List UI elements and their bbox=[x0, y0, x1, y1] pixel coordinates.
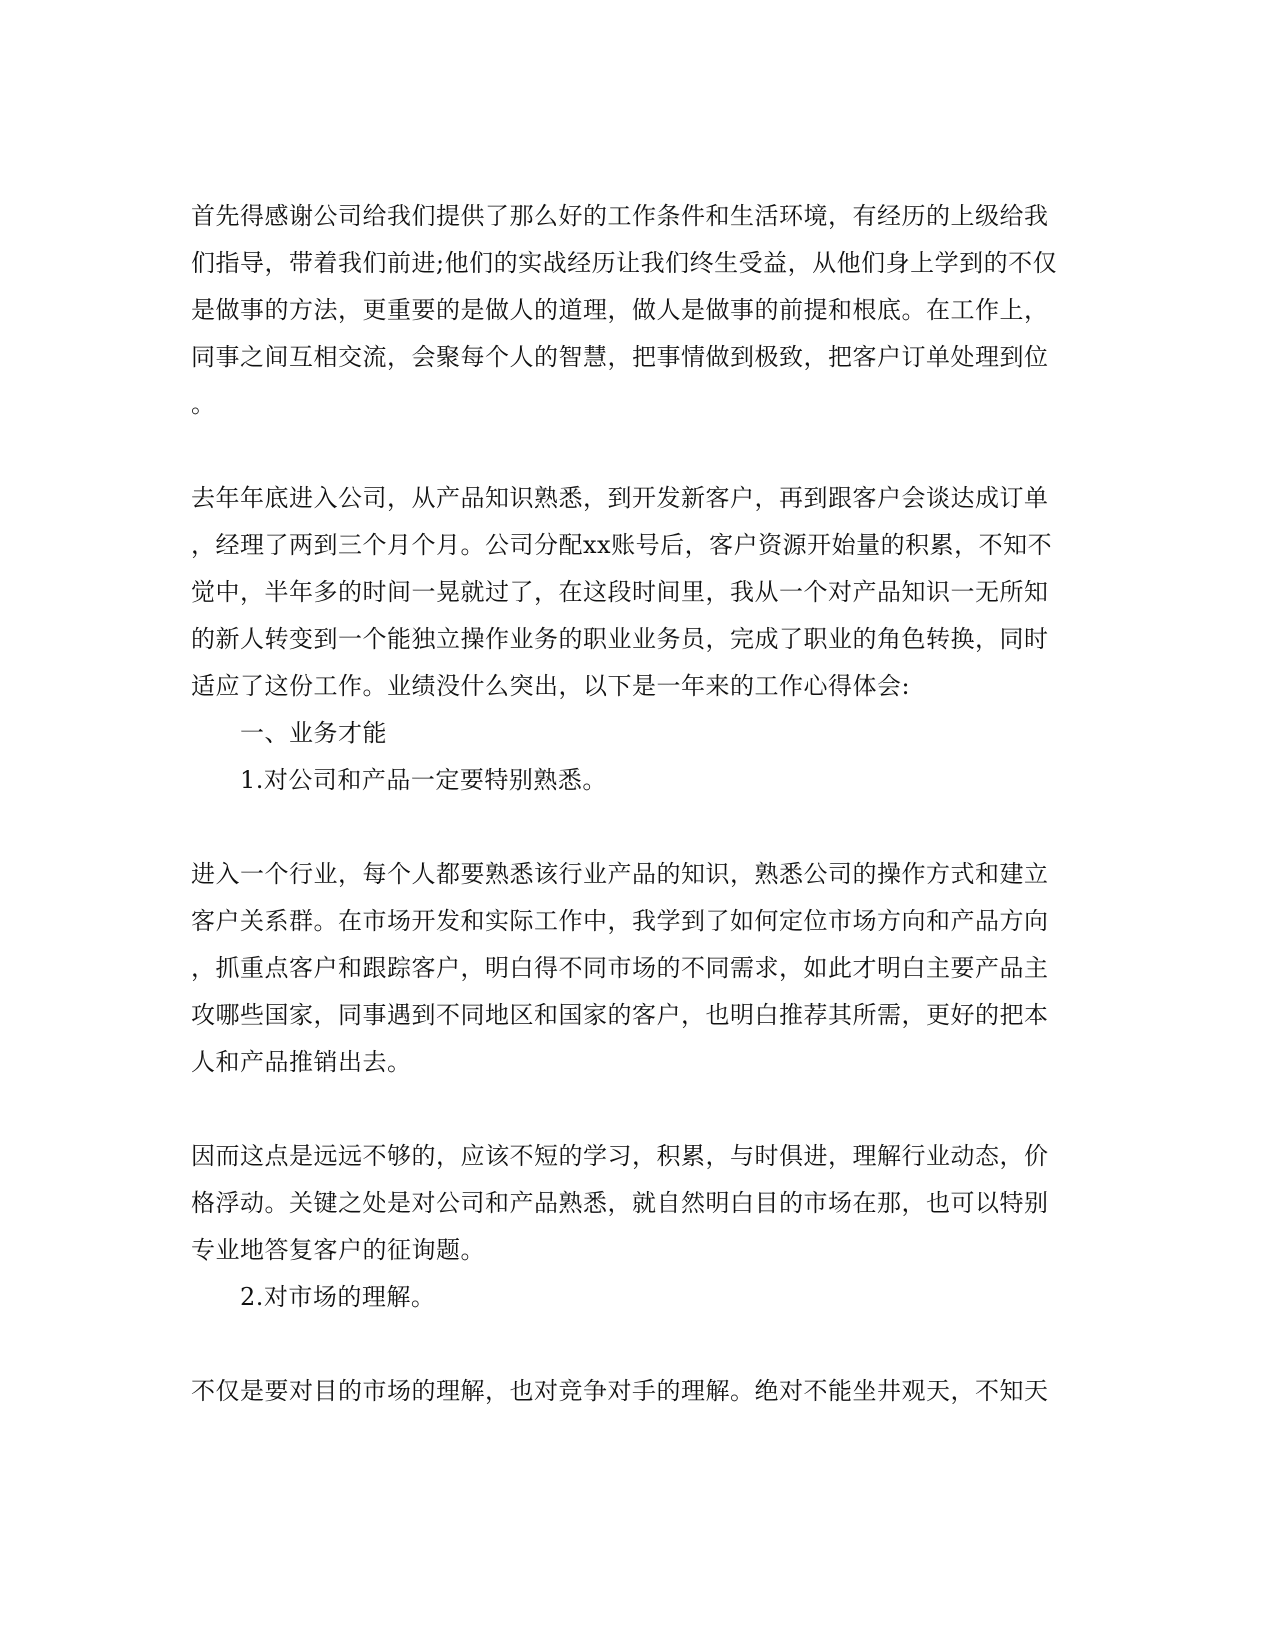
paragraph-3-line-3: ，抓重点客户和跟踪客户，明白得不同市场的不同需求，如此才明白主要产品主 bbox=[191, 954, 1049, 982]
paragraph-4-line-1: 因而这点是远远不够的，应该不短的学习，积累，与时俱进，理解行业动态，价 bbox=[191, 1142, 1049, 1170]
paragraph-1-line-1: 首先得感谢公司给我们提供了那么好的工作条件和生活环境，有经历的上级给我 bbox=[191, 202, 1049, 230]
paragraph-2-line-2: ，经理了两到三个月个月。公司分配xx账号后，客户资源开始量的积累，不知不 bbox=[191, 531, 1053, 559]
paragraph-1-line-2: 们指导，带着我们前进;他们的实战经历让我们终生受益，从他们身上学到的不仅 bbox=[191, 249, 1058, 277]
section-heading: 一、业务才能 bbox=[240, 719, 387, 747]
paragraph-5-line-1: 不仅是要对目的市场的理解，也对竞争对手的理解。绝对不能坐井观天，不知天 bbox=[191, 1377, 1049, 1405]
subheading-1: 1.对公司和产品一定要特别熟悉。 bbox=[240, 766, 607, 794]
paragraph-1-line-5: 。 bbox=[191, 390, 216, 418]
paragraph-2-line-5: 适应了这份工作。业绩没什么突出，以下是一年来的工作心得体会: bbox=[191, 672, 911, 700]
paragraph-4-line-2: 格浮动。关键之处是对公司和产品熟悉，就自然明白目的市场在那，也可以特别 bbox=[191, 1189, 1049, 1217]
paragraph-2-line-1: 去年年底进入公司，从产品知识熟悉，到开发新客户，再到跟客户会谈达成订单 bbox=[191, 484, 1049, 512]
subheading-2: 2.对市场的理解。 bbox=[240, 1283, 436, 1311]
paragraph-3-line-4: 攻哪些国家，同事遇到不同地区和国家的客户，也明白推荐其所需，更好的把本 bbox=[191, 1001, 1049, 1029]
paragraph-2-line-4: 的新人转变到一个能独立操作业务的职业业务员，完成了职业的角色转换，同时 bbox=[191, 625, 1049, 653]
paragraph-1-line-3: 是做事的方法，更重要的是做人的道理，做人是做事的前提和根底。在工作上， bbox=[191, 296, 1049, 324]
paragraph-3-line-1: 进入一个行业，每个人都要熟悉该行业产品的知识，熟悉公司的操作方式和建立 bbox=[191, 860, 1049, 888]
paragraph-3-line-2: 客户关系群。在市场开发和实际工作中，我学到了如何定位市场方向和产品方向 bbox=[191, 907, 1049, 935]
paragraph-1-line-4: 同事之间互相交流，会聚每个人的智慧，把事情做到极致，把客户订单处理到位 bbox=[191, 343, 1049, 371]
paragraph-4-line-3: 专业地答复客户的征询题。 bbox=[191, 1236, 485, 1264]
paragraph-3-line-5: 人和产品推销出去。 bbox=[191, 1048, 412, 1076]
paragraph-2-line-3: 觉中，半年多的时间一晃就过了，在这段时间里，我从一个对产品知识一无所知 bbox=[191, 578, 1049, 606]
